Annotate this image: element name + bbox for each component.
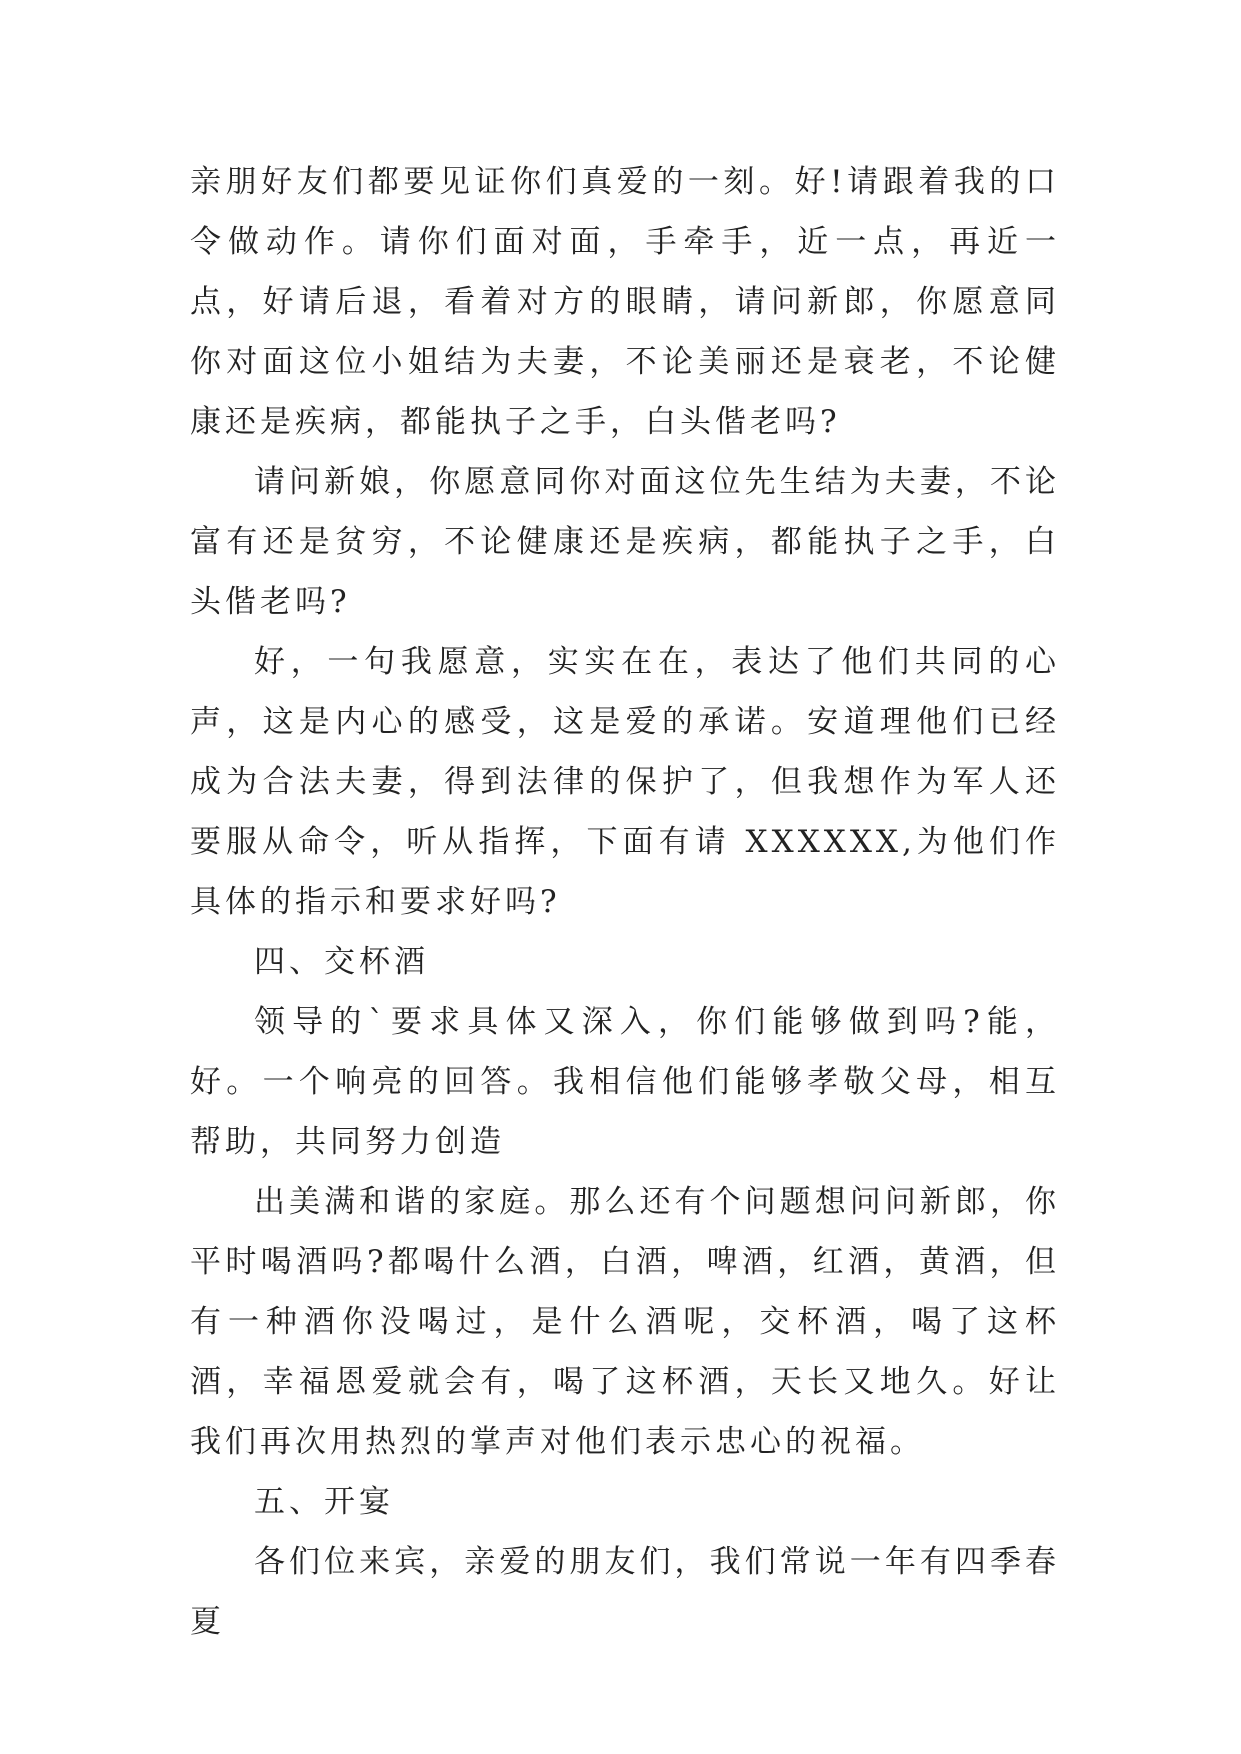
document-body <box>190 152 1060 1652</box>
paragraph-vows-groom: 亲朋好友们都要见证你们真爱的一刻。好!请跟着我的口令做动作。请你们面对面，手牵手，近一点，再近一点，好请后退，看着对方的眼睛，请问新郎，你愿意同你对面这位小姐结为夫妻，不论美丽还是衰老，不论健康还是疾病，都能执子之手，白头偕老吗? <box>190 164 1060 440</box>
section-heading-wedding-wine: 四、交杯酒 <box>254 944 429 980</box>
paragraph-banquet-opening: 各们位来宾，亲爱的朋友们，我们常说一年有四季春夏 <box>190 1544 1060 1640</box>
paragraph-leader-request: 领导的`要求具体又深入，你们能够做到吗?能，好。一个响亮的回答。我相信他们能够孝敬父母，相互帮助，共同努力创造 <box>190 1004 1060 1160</box>
paragraph-i-do: 好，一句我愿意，实实在在，表达了他们共同的心声，这是内心的感受，这是爱的承诺。安道理他们已经成为合法夫妻，得到法律的保护了，但我想作为军人还要服从命令，听从指挥，下面有请 XXXXXX,为他们作具体的指示和要求好吗? <box>190 644 1060 920</box>
section-heading-banquet: 五、开宴 <box>254 1484 394 1520</box>
paragraph-vows-bride: 请问新娘，你愿意同你对面这位先生结为夫妻，不论富有还是贫穷，不论健康还是疾病，都能执子之手，白头偕老吗? <box>190 464 1060 620</box>
paragraph-wedding-wine: 出美满和谐的家庭。那么还有个问题想问问新郎，你平时喝酒吗?都喝什么酒，白酒，啤酒，红酒，黄酒，但有一种酒你没喝过，是什么酒呢，交杯酒，喝了这杯酒，幸福恩爱就会有，喝了这杯酒，天长又地久。好让我们再次用热烈的掌声对他们表示忠心的祝福。 <box>190 1184 1060 1460</box>
